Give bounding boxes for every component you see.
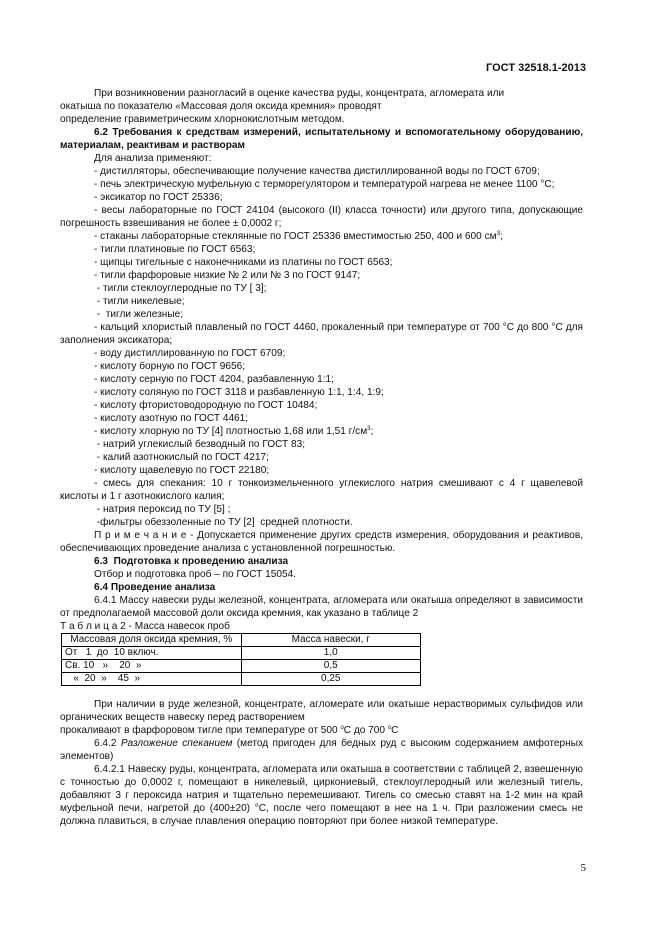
document-code: ГОСТ 32518.1-2013	[486, 62, 586, 74]
table-caption: Т а б л и ц а 2 - Масса навесок проб	[60, 621, 230, 632]
spacer	[60, 686, 583, 698]
table-cell: Св. 10 » 20 »	[62, 660, 242, 673]
table-header-cell: Массовая доля оксида кремния, %	[62, 634, 242, 647]
list-item: - тигли стеклоуглеродные по ТУ [ 3];	[94, 283, 267, 294]
list-item: -фильтры обеззоленные по ТУ [2] средней плотности.	[94, 517, 353, 528]
sulfide-text: С до 700	[343, 725, 388, 736]
list-item: - кислоту азотную по ГОСТ 4461;	[94, 413, 249, 424]
table-cell: 0,5	[241, 660, 421, 673]
list-item: - натрия пероксид по ТУ [5] ;	[94, 504, 231, 515]
list-item: - щипцы тигельные с наконечниками из платины по ГОСТ 6563;	[94, 257, 393, 268]
list-item: - печь электрическую муфельную с терморегулятором и температурой нагрева не менее 1100 °С;	[94, 179, 555, 190]
list-item: - натрий углекислый безводный по ГОСТ 83;	[94, 439, 306, 450]
note	[60, 529, 583, 555]
table-row	[62, 647, 421, 660]
section-6-2-heading: 6.2 Требования к средствам измерений, испытательному и вспомогательному оборудованию, материалам, реактивам и растворам	[60, 127, 583, 151]
paragraph-number: 6.4.2	[94, 738, 121, 749]
paragraph-6-4-1: 6.4.1 Массу навески руды железной, концентрата, агломерата или окатыша определяют в зависимости от предполагаемой массовой доли оксида кремния, как указано в таблице 2	[60, 595, 583, 619]
page-number: 5	[580, 862, 586, 874]
section-6-3-heading: 6.3 Подготовка к проведению анализа	[94, 556, 289, 567]
section-6-2-lead: Для анализа применяют:	[94, 153, 212, 164]
list-item: - кислоту серную по ГОСТ 4204, разбавленную 1:1;	[94, 374, 334, 385]
note-text: - Допускается применение других средств измерения, оборудования и реактивов, обеспечивающих проведение анализа с установленной погрешностью.	[60, 530, 583, 554]
perchloric-end: ;	[370, 426, 374, 437]
sulfide-text: С	[391, 725, 399, 736]
list-item-calcium: - кальций хлористый плавленый по ГОСТ 4460, прокаленный при температуре от 700 °С до 800 °С для заполнения эксикатора;	[60, 322, 583, 346]
sulfide-paragraph-line-2	[60, 724, 583, 737]
list-item: - дистилляторы, обеспечивающие получение качества дистиллированной воды по ГОСТ 6709;	[94, 166, 540, 177]
paragraph-6-4-2-1: 6.4.2.1 Навеску руды, концентрата, агломерата или окатыша в соответствии с таблицей 2, взвешенную с точностью до 0,0002 г, помещают в никелевый, циркониевый, стеклоуглеродный или железный тигель, добавляют 3 г пероксида натрия и тщательно перемешивают. Тигель со смесью ставят на 1-2 мин на край муфельной печи, нагретой до (400±20) °С, после чего помещают в нее на 1 ч. При разложении смесь не должна плавиться, в случае плавления операцию повторяют при более низкой температуре.	[60, 764, 583, 827]
mass-table	[61, 633, 421, 686]
perchloric-text: - кислоту хлорную по ТУ [4] плотностью 1,68 или 1,51 г/см	[94, 426, 368, 437]
table-cell: От 1 до 10 включ.	[62, 647, 242, 660]
paragraph-title: Разложение спеканием	[120, 738, 233, 749]
list-item-beakers	[60, 230, 583, 243]
table-header-row	[62, 634, 421, 647]
paragraph-text: (метод пригоден для бедных руд с высоким содержанием амфотерных элементов)	[60, 738, 583, 762]
table-cell: « 20 » 45 »	[62, 673, 242, 686]
note-label: П р и м е ч а н и е	[94, 530, 187, 541]
beakers-text: - стаканы лабораторные стеклянные по ГОСТ 25336 вместимостью 250, 400 и 600 см	[94, 231, 497, 242]
intro-line-2: окатыша по показателю «Массовая доля оксида кремния» проводят	[60, 101, 382, 112]
sulfide-text: прокаливают в фарфоровом тигле при температуре от 500	[60, 725, 341, 736]
list-item: - эксикатор по ГОСТ 25336;	[94, 192, 223, 203]
list-item-scales: - весы лабораторные по ГОСТ 24104 (высокого (II) класса точности) или другого типа, допускающие погрешность взвешивания не более ± 0,0002 г;	[60, 205, 583, 229]
list-item: - тигли никелевые;	[94, 296, 185, 307]
degree-mark: о	[340, 725, 344, 731]
list-item: - тигли платиновые по ГОСТ 6563;	[94, 244, 256, 255]
degree-mark: о	[387, 725, 392, 731]
page-content	[60, 87, 583, 828]
list-item: - кислоту щавелевую по ГОСТ 22180;	[94, 465, 270, 476]
section-6-4-heading: 6.4 Проведение анализа	[94, 582, 216, 593]
table-cell: 1,0	[241, 647, 421, 660]
table-row	[62, 673, 421, 686]
list-item: - тигли фарфоровые низкие № 2 или № 3 по ГОСТ 9147;	[94, 270, 361, 281]
table-header-cell: Масса навески, г	[241, 634, 421, 647]
intro-line-3: определение гравиметрическим хлорнокислотным методом.	[60, 114, 345, 125]
paragraph-6-4-2	[60, 737, 583, 763]
list-item: - кислоту борную по ГОСТ 9656;	[94, 361, 246, 372]
list-item: - кислоту фтористоводородную по ГОСТ 10484;	[94, 400, 318, 411]
perchloric-sup: 3	[367, 426, 371, 432]
beakers-sup: 3	[496, 231, 500, 237]
sulfide-paragraph: При наличии в руде железной, концентрате, агломерате или окатыше нерастворимых сульфидов или органических веществ навеску перед растворением	[60, 699, 583, 723]
intro-line-1: При возникновении разногласий в оценке качества руды, концентрата, агломерата или	[94, 88, 505, 99]
list-item: - калий азотнокислый по ГОСТ 4217;	[94, 452, 269, 463]
beakers-end: ;	[499, 231, 503, 242]
table-row	[62, 660, 421, 673]
list-item-perchloric	[60, 425, 583, 438]
list-item-fusion-mix: - смесь для спекания: 10 г тонкоизмельченного углекислого натрия смешивают с 4 г щавелевой кислоты и 1 г азотнокислого калия;	[60, 478, 583, 502]
list-item: - тигли железные;	[94, 309, 184, 320]
section-6-3-text: Отбор и подготовка проб – по ГОСТ 15054.	[94, 569, 296, 580]
list-item: - кислоту соляную по ГОСТ 3118 и разбавленную 1:1, 1:4, 1:9;	[94, 387, 384, 398]
table-cell: 0,25	[241, 673, 421, 686]
list-item: - воду дистиллированную по ГОСТ 6709;	[94, 348, 286, 359]
